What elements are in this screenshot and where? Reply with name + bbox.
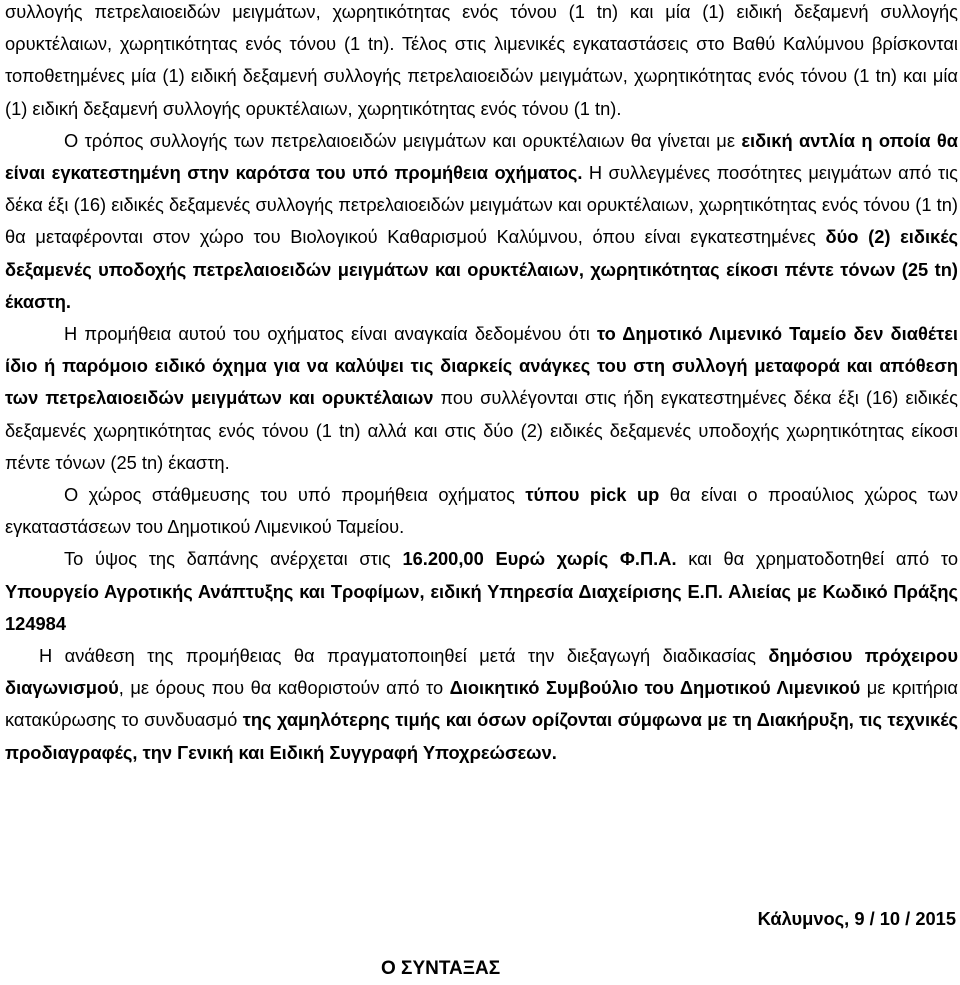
paragraph-4-text-1: Ο χώρος στάθμευσης του υπό προμήθεια οχήματος [64,484,526,506]
paragraph-6-bold-3: της χαμηλότερης τιμής και όσων ορίζονται σύμφωνα με τη Διακήρυξη, τις τεχνικές προδιαγραφές, την Γενική και Ειδική Συγγραφή Υποχρεώσεων. [5,709,958,763]
paragraph-2-text-1: Ο τρόπος συλλογής των πετρελαιοειδών μειγμάτων και ορυκτέλαιων θα γίνεται με [64,129,742,151]
paragraph-5-text-1: Το ύψος της δαπάνης ανέρχεται στις [64,548,403,570]
paragraph-5-bold-2: Υπουργείο Αγροτικής Ανάπτυξης και Τροφίμων, ειδική Υπηρεσία Διαχείρισης Ε.Π. Αλιείας με Κωδικό Πράξης 124984 [5,580,958,634]
paragraph-2-bold-1: ειδική αντλία η οποία θα είναι εγκατεστημένη στην καρότσα του υπό προμήθεια οχήματος. [5,129,958,184]
paragraph-4-bold-1: τύπου pick up [525,484,660,506]
paragraph-3-text-2: που συλλέγονται στις ήδη εγκατεστημένες δέκα έξι (16) ειδικές δεξαμενές χωρητικότητας ενός τόνου (1 tn) αλλά και στις δύο (2) ειδικές δεξαμενές υποδοχής χωρητικότητας είκοσι πέντε τόνων (25 tn) έκαστη. [5,387,958,473]
paragraph-4-text-2: θα είναι ο προαύλιος χώρος των εγκαταστάσεων του Δημοτικού Λιμενικού Ταμείου. [5,484,958,538]
place-date: Κάλυμνος, 9 / 10 / 2015 [757,908,956,929]
signatory: Ο ΣΥΝΤΑΞΑΣ [381,958,501,979]
paragraph-3-bold-1: το Δημοτικό Λιμενικό Ταμείο δεν διαθέτει ίδιο ή παρόμοιο ειδικό όχημα για να καλύψει τις διαρκείς ανάγκες του στη συλλογή μεταφορά και απόθεση των πετρελαιοειδών μειγμάτων και ορυκτέλαιων [5,323,958,409]
paragraph-6-text-1: Η ανάθεση της προμήθειας θα πραγματοποιηθεί μετά την διεξαγωγή διαδικασίας [39,645,769,667]
paragraph-2-text-2: Η συλλεγμένες ποσότητες μειγμάτων από τις δέκα έξι (16) ειδικές δεξαμενές συλλογής πετρελαιοειδών μειγμάτων και ορυκτέλαιων, χωρητικότητας ενός τόνου (1 tn) θα μεταφέρονται στον χώρο του Βιολογικού Καθαρισμού Καλύμνου, όπου είναι εγκατεστημένες [5,162,958,248]
paragraph-6-text-3: με κριτήρια κατακύρωσης το συνδυασμό [5,677,958,731]
paragraph-2-bold-2: δύο (2) ειδικές δεξαμενές υποδοχής πετρελαιοειδών μειγμάτων και ορυκτέλαιων, χωρητικότητας είκοσι πέντε τόνων (25 tn) έκαστη. [5,226,958,312]
paragraph-1-text: συλλογής πετρελαιοειδών μειγμάτων, χωρητικότητας ενός τόνου (1 tn) και μία (1) ειδική δεξαμενή συλλογής ορυκτέλαιων, χωρητικότητας ενός τόνου (1 tn). Τέλος στις λιμενικές εγκαταστάσεις στο Βαθύ Καλύμνου βρίσκονται τοποθετημένες μία (1) ειδική δεξαμενή συλλογής πετρελαιοειδών μειγμάτων, χωρητικότητας ενός τόνου (1 tn) και μία (1) ειδική δεξαμενή συλλογής ορυκτέλαιων, χωρητικότητας ενός τόνου (1 tn). [5,1,958,119]
paragraph-6-bold-2: Διοικητικό Συμβούλιο του Δημοτικού Λιμενικού [449,677,861,699]
paragraph-3-text-1: Η προμήθεια αυτού του οχήματος είναι αναγκαία δεδομένου ότι [64,323,597,345]
paragraph-6-bold-1: δημόσιου πρόχειρου διαγωνισμού [5,645,958,699]
paragraph-5-text-2: και θα χρηματοδοτηθεί από το [676,548,959,570]
paragraph-5-bold-1: 16.200,00 Ευρώ χωρίς Φ.Π.Α. [402,548,677,570]
paragraph-6-text-2: , με όρους που θα καθοριστούν από το [118,677,450,699]
